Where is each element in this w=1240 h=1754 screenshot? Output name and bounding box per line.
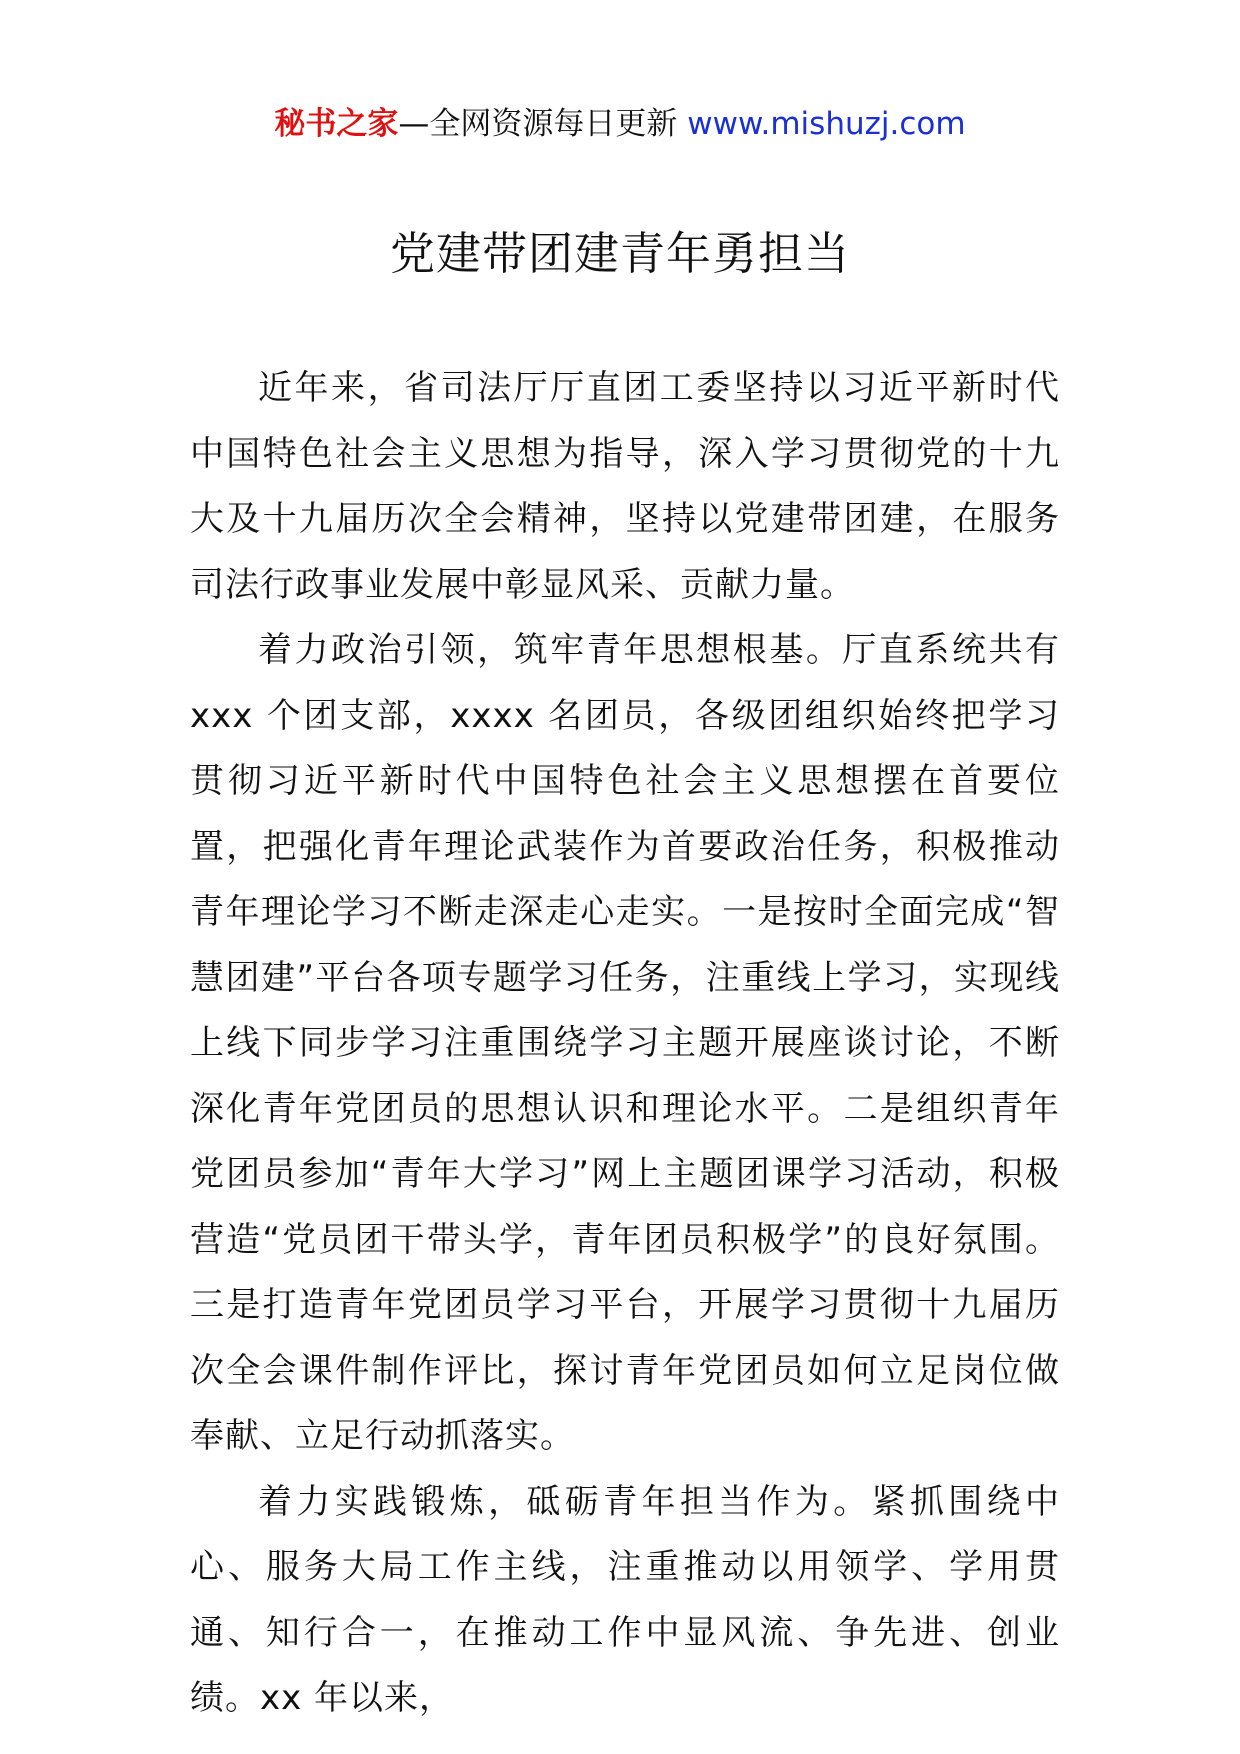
site-url-link[interactable]: www.mishuzj.com [687,106,966,142]
paragraph: 着力政治引领，筑牢青年思想根基。厅直系统共有 xxx 个团支部，xxxx 名团员，各级团组织始终把学习贯彻习近平新时代中国特色社会主义思想摆在首要位置，把强化青年理论武装作为首要政治任务，积极推动青年理论学习不断走深走心走实。一是按时全面完成“智慧团建”平台各项专题学习任务，注重线上学习，实现线上线下同步学习注重围绕学习主题开展座谈讨论，不断深化青年党团员的思想认识和理论水平。二是组织青年党团员参加“青年大学习”网上主题团课学习活动，积极营造“党员团干带头学，青年团员积极学”的良好氛围。三是打造青年党团员学习平台，开展学习贯彻十九届历次全会课件制作评比，探讨青年党团员如何立足岗位做奉献、立足行动抓落实。 [190,630,1060,1456]
document-body [190,356,1060,1732]
site-brand: 秘书之家 [274,106,399,142]
site-header [0,100,1240,148]
paragraph: 近年来，省司法厅厅直团工委坚持以习近平新时代中国特色社会主义思想为指导，深入学习贯彻党的十九大及十九届历次全会精神，坚持以党建带团建，在服务司法行政事业发展中彰显风采、贡献力量。 [190,368,1060,605]
document-title: 党建带团建青年勇担当 [389,227,850,280]
site-tagline: —全网资源每日更新 [398,106,688,142]
paragraph: 着力实践锻炼，砥砺青年担当作为。紧抓围绕中心、服务大局工作主线，注重推动以用领学、学用贯通、知行合一，在推动工作中显风流、争先进、创业绩。xx 年以来， [190,1481,1060,1718]
